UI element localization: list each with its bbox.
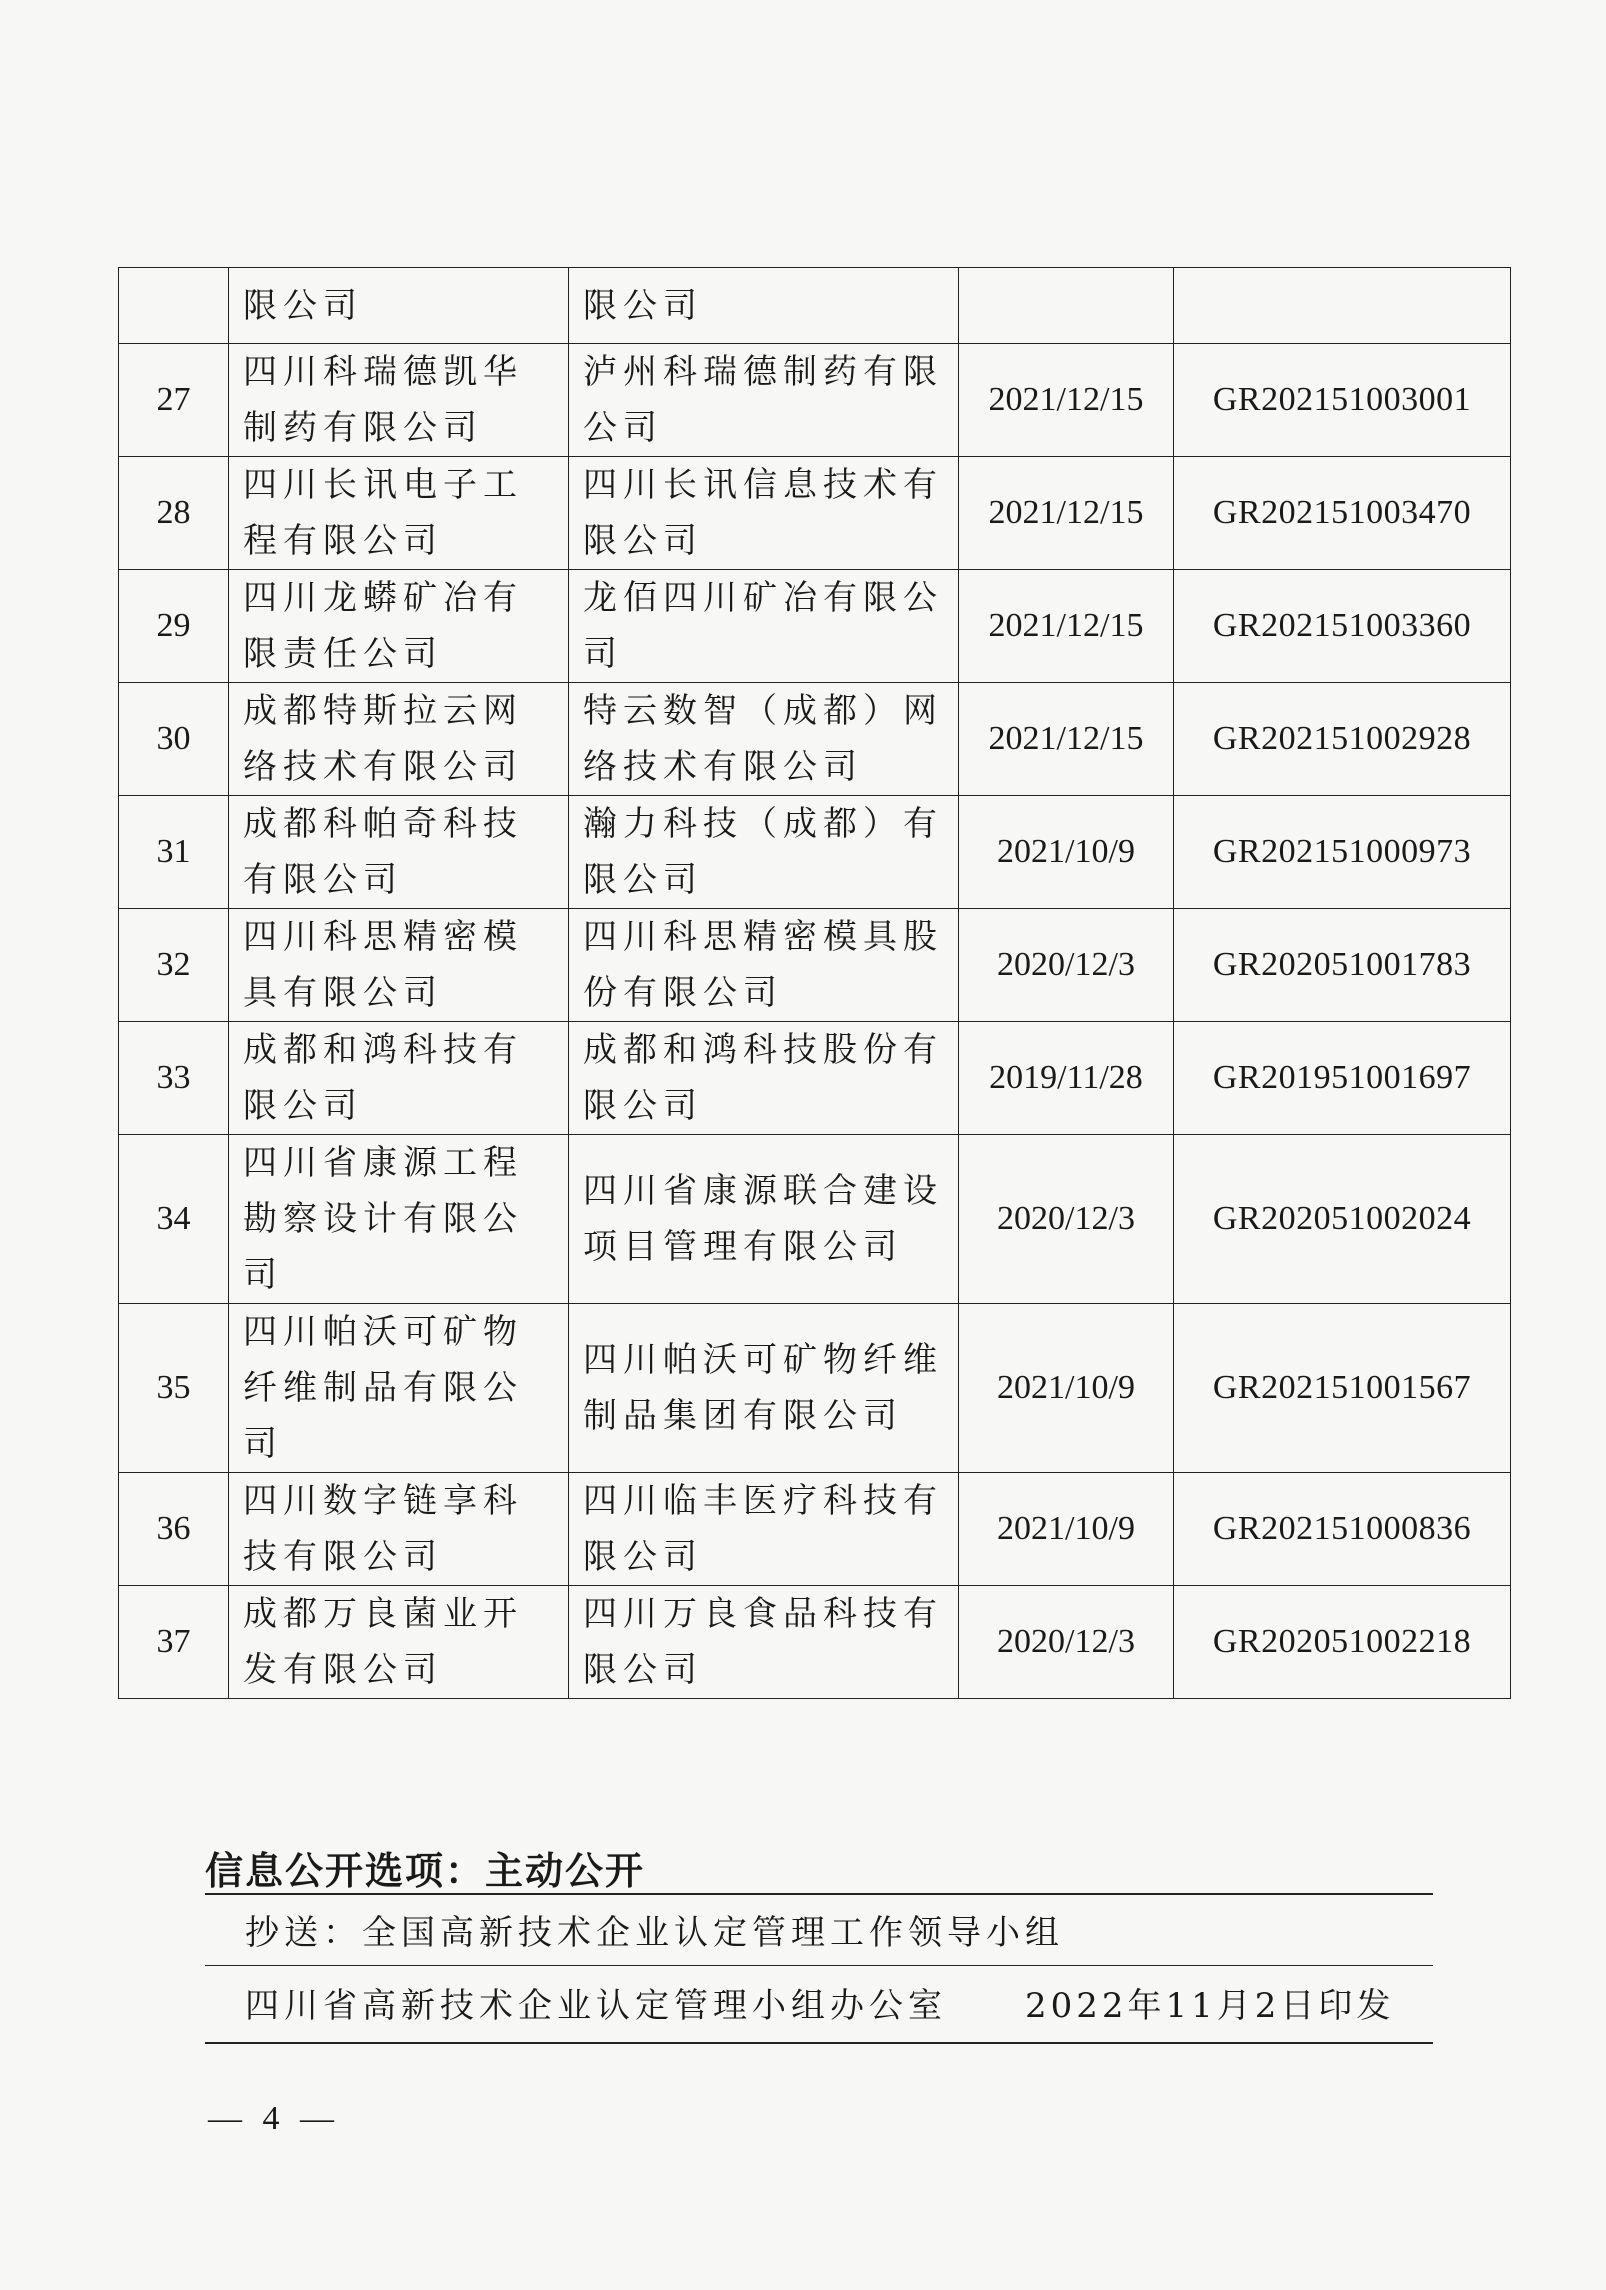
original-name-line: 成都万良菌业开 (243, 1594, 523, 1634)
certificate-date: 2021/12/15 (959, 683, 1174, 796)
new-name-line: 项目管理有限公司 (583, 1227, 903, 1267)
original-name (229, 683, 569, 796)
company-rename-table (118, 267, 1511, 1699)
footer-rule-middle (205, 1965, 1433, 1966)
row-number: 27 (119, 344, 229, 457)
row-number: 35 (119, 1304, 229, 1473)
row-number: 37 (119, 1586, 229, 1699)
new-name-line: 四川万良食品科技有 (583, 1594, 943, 1634)
certificate-date: 2021/12/15 (959, 457, 1174, 570)
original-name-line: 成都科帕奇科技 (243, 804, 523, 844)
original-name-line: 四川长讯电子工 (243, 465, 523, 505)
table-row (119, 268, 1511, 344)
table-row (119, 1304, 1511, 1473)
page-number: — 4 — (208, 2100, 340, 2137)
new-name-line: 泸州科瑞德制药有限 (583, 352, 943, 392)
table-row (119, 1586, 1511, 1699)
new-name (569, 909, 959, 1022)
original-name-line: 制药有限公司 (243, 408, 483, 448)
original-name (229, 1022, 569, 1135)
certificate-code: GR202151003470 (1174, 457, 1511, 570)
new-name-line: 四川省康源联合建设 (583, 1171, 943, 1211)
new-name (569, 1135, 959, 1304)
original-name (229, 796, 569, 909)
original-name-line: 有限公司 (243, 860, 403, 900)
original-name-line: 四川科思精密模 (243, 917, 523, 957)
certificate-date: 2021/12/15 (959, 570, 1174, 683)
new-name-line: 特云数智（成都）网 (583, 691, 943, 731)
original-name-line: 限公司 (243, 285, 363, 326)
original-name-line: 发有限公司 (243, 1650, 443, 1690)
table-row (119, 909, 1511, 1022)
original-name (229, 1586, 569, 1699)
original-name-line: 限责任公司 (243, 634, 443, 674)
new-name (569, 1304, 959, 1473)
table-row (119, 796, 1511, 909)
new-name (569, 1022, 959, 1135)
row-number: 29 (119, 570, 229, 683)
new-name-line: 限公司 (583, 1086, 703, 1126)
row-number: 33 (119, 1022, 229, 1135)
certificate-code: GR202051002024 (1174, 1135, 1511, 1304)
row-number: 32 (119, 909, 229, 1022)
table-row (119, 1135, 1511, 1304)
original-name-line: 四川省康源工程 (243, 1143, 523, 1183)
new-name-line: 限公司 (583, 1537, 703, 1577)
original-name-line: 络技术有限公司 (243, 747, 523, 787)
original-name-line: 司 (243, 1424, 283, 1464)
original-name (229, 268, 569, 344)
original-name-line: 程有限公司 (243, 521, 443, 561)
certificate-date: 2019/11/28 (959, 1022, 1174, 1135)
original-name-line: 四川数字链享科 (243, 1481, 523, 1521)
original-name-line: 勘察设计有限公 (243, 1199, 523, 1239)
original-name-line: 司 (243, 1255, 283, 1295)
new-name-line: 限公司 (583, 521, 703, 561)
original-name (229, 1473, 569, 1586)
new-name-line: 四川科思精密模具股 (583, 917, 943, 957)
original-name-line: 四川龙蟒矿冶有 (243, 578, 523, 618)
original-name-line: 纤维制品有限公 (243, 1368, 523, 1408)
original-name-line: 四川科瑞德凯华 (243, 352, 523, 392)
new-name (569, 796, 959, 909)
issue-date: 2022年11月2日印发 (1025, 1986, 1395, 2026)
row-number: 31 (119, 796, 229, 909)
row-number: 34 (119, 1135, 229, 1304)
original-name (229, 344, 569, 457)
new-name-line: 限公司 (583, 1650, 703, 1690)
original-name (229, 457, 569, 570)
new-name (569, 683, 959, 796)
new-name-line: 限公司 (583, 860, 703, 900)
new-name (569, 1473, 959, 1586)
new-name-line: 成都和鸿科技股份有 (583, 1030, 943, 1070)
certificate-code: GR202151003360 (1174, 570, 1511, 683)
issuer: 四川省高新技术企业认定管理小组办公室 (245, 1986, 947, 2026)
row-number: 30 (119, 683, 229, 796)
table-row (119, 344, 1511, 457)
footer-rule-top (205, 1893, 1433, 1895)
certificate-code (1174, 268, 1511, 344)
row-number (119, 268, 229, 344)
new-name-line: 瀚力科技（成都）有 (583, 804, 943, 844)
disclosure-option: 信息公开选项：主动公开 (205, 1848, 646, 1893)
certificate-code: GR202151000973 (1174, 796, 1511, 909)
original-name (229, 1135, 569, 1304)
new-name-line: 四川长讯信息技术有 (583, 465, 943, 505)
new-name-line: 络技术有限公司 (583, 747, 863, 787)
original-name (229, 909, 569, 1022)
original-name-line: 具有限公司 (243, 973, 443, 1013)
new-name (569, 344, 959, 457)
new-name-line: 份有限公司 (583, 973, 783, 1013)
original-name-line: 技有限公司 (243, 1537, 443, 1577)
certificate-code: GR201951001697 (1174, 1022, 1511, 1135)
original-name-line: 四川帕沃可矿物 (243, 1312, 523, 1352)
new-name-line: 龙佰四川矿冶有限公 (583, 578, 943, 618)
new-name-line: 制品集团有限公司 (583, 1396, 903, 1436)
new-name-line: 四川帕沃可矿物纤维 (583, 1340, 943, 1380)
new-name-line: 限公司 (583, 285, 703, 326)
certificate-date (959, 268, 1174, 344)
row-number: 36 (119, 1473, 229, 1586)
certificate-code: GR202151000836 (1174, 1473, 1511, 1586)
original-name-line: 成都特斯拉云网 (243, 691, 523, 731)
table-row (119, 457, 1511, 570)
table-row (119, 683, 1511, 796)
table-row (119, 1022, 1511, 1135)
new-name (569, 570, 959, 683)
certificate-code: GR202151002928 (1174, 683, 1511, 796)
new-name-line: 公司 (583, 408, 663, 448)
certificate-code: GR202151003001 (1174, 344, 1511, 457)
table-row (119, 1473, 1511, 1586)
certificate-date: 2021/12/15 (959, 344, 1174, 457)
original-name-line: 成都和鸿科技有 (243, 1030, 523, 1070)
cc-line: 抄送：全国高新技术企业认定管理工作领导小组 (245, 1913, 1064, 1953)
certificate-date: 2021/10/9 (959, 1473, 1174, 1586)
certificate-code: GR202051001783 (1174, 909, 1511, 1022)
certificate-date: 2020/12/3 (959, 1586, 1174, 1699)
new-name (569, 1586, 959, 1699)
original-name (229, 570, 569, 683)
certificate-date: 2020/12/3 (959, 1135, 1174, 1304)
new-name-line: 司 (583, 634, 623, 674)
certificate-date: 2021/10/9 (959, 1304, 1174, 1473)
new-name (569, 268, 959, 344)
footer-rule-bottom (205, 2042, 1433, 2044)
original-name (229, 1304, 569, 1473)
table-row (119, 570, 1511, 683)
original-name-line: 限公司 (243, 1086, 363, 1126)
certificate-code: GR202051002218 (1174, 1586, 1511, 1699)
certificate-code: GR202151001567 (1174, 1304, 1511, 1473)
certificate-date: 2021/10/9 (959, 796, 1174, 909)
new-name (569, 457, 959, 570)
new-name-line: 四川临丰医疗科技有 (583, 1481, 943, 1521)
row-number: 28 (119, 457, 229, 570)
certificate-date: 2020/12/3 (959, 909, 1174, 1022)
